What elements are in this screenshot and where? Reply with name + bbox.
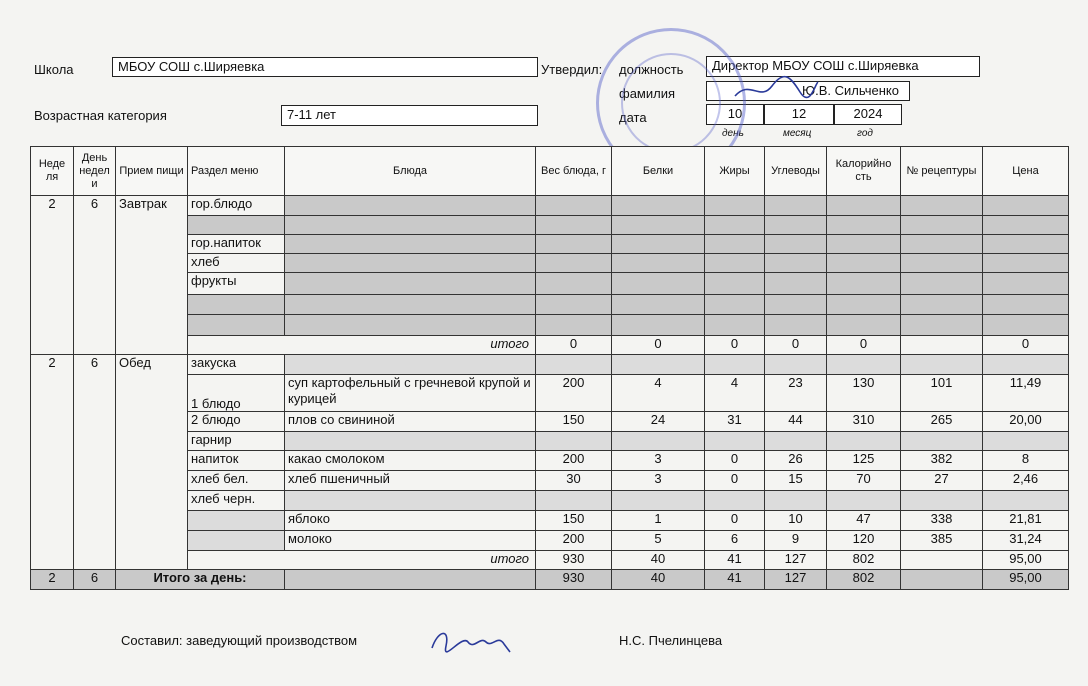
total-price: 0 — [983, 336, 1069, 355]
col-header: Неде ля — [31, 147, 74, 196]
section-cell: гор.блюдо — [188, 196, 285, 216]
week-cell: 2 — [31, 355, 74, 570]
protein-cell: 3 — [612, 471, 705, 491]
recipe-cell: 265 — [901, 412, 983, 432]
section-cell: 1 блюдо — [188, 375, 285, 412]
col-header: Жиры — [705, 147, 765, 196]
total-label: итого — [188, 551, 536, 570]
table-header-row — [31, 147, 1069, 196]
section-cell: гор.напиток — [188, 235, 285, 254]
section-cell: закуска — [188, 355, 285, 375]
protein-cell: 24 — [612, 412, 705, 432]
protein-cell: 3 — [612, 451, 705, 471]
table-row — [31, 355, 1069, 375]
date-day-field[interactable]: 10 — [706, 104, 764, 125]
price-cell: 31,24 — [983, 531, 1069, 551]
kcal-cell: 310 — [827, 412, 901, 432]
day-cell: 6 — [74, 355, 116, 570]
week-cell: 2 — [31, 196, 74, 355]
carbs-cell: 26 — [765, 451, 827, 471]
col-header: Вес блюда, г — [536, 147, 612, 196]
section-cell — [188, 216, 285, 235]
col-header: Прием пищи — [116, 147, 188, 196]
day-total-kcal: 802 — [827, 570, 901, 590]
col-header: № рецептуры — [901, 147, 983, 196]
price-cell: 2,46 — [983, 471, 1069, 491]
total-protein: 40 — [612, 551, 705, 570]
day-cell: 6 — [74, 196, 116, 355]
day-cell: 6 — [74, 570, 116, 590]
dish-cell: плов со свининой — [285, 412, 536, 432]
weight-cell: 150 — [536, 412, 612, 432]
carbs-cell: 44 — [765, 412, 827, 432]
dish-cell: суп картофельный с гречневой крупой и курицей — [285, 375, 536, 412]
recipe-cell: 27 — [901, 471, 983, 491]
recipe-cell: 382 — [901, 451, 983, 471]
compiler-signature — [428, 622, 518, 656]
kcal-cell: 47 — [827, 511, 901, 531]
carbs-cell: 15 — [765, 471, 827, 491]
col-header: День недел и — [74, 147, 116, 196]
date-month-field[interactable]: 12 — [764, 104, 834, 125]
day-total-weight: 930 — [536, 570, 612, 590]
carbs-cell: 23 — [765, 375, 827, 412]
col-header: Блюда — [285, 147, 536, 196]
kcal-cell: 130 — [827, 375, 901, 412]
weight-cell: 30 — [536, 471, 612, 491]
age-category-label: Возрастная категория — [34, 108, 167, 123]
carbs-cell: 9 — [765, 531, 827, 551]
total-carbs: 0 — [765, 336, 827, 355]
compiled-by-label: Составил: заведующий производством — [121, 633, 358, 648]
compiled-by-name: Н.С. Пчелинцева — [619, 633, 723, 648]
section-cell: хлеб черн. — [188, 491, 285, 511]
surname-field[interactable]: Ю.В. Сильченко — [706, 81, 910, 101]
section-cell: фрукты — [188, 273, 285, 295]
date-year-field[interactable]: 2024 — [834, 104, 902, 125]
total-price: 95,00 — [983, 551, 1069, 570]
month-caption: месяц — [783, 128, 812, 139]
recipe-cell: 101 — [901, 375, 983, 412]
dish-cell: какао смолоком — [285, 451, 536, 471]
menu-table — [30, 146, 1069, 590]
weight-cell: 200 — [536, 451, 612, 471]
col-header: Раздел меню — [188, 147, 285, 196]
total-fat: 41 — [705, 551, 765, 570]
fat-cell: 0 — [705, 511, 765, 531]
day-total-protein: 40 — [612, 570, 705, 590]
protein-cell: 5 — [612, 531, 705, 551]
day-total-row — [31, 570, 1069, 590]
price-cell: 8 — [983, 451, 1069, 471]
section-cell: 2 блюдо — [188, 412, 285, 432]
day-total-label: Итого за день: — [116, 570, 285, 590]
date-label: дата — [619, 110, 647, 125]
col-header: Углеводы — [765, 147, 827, 196]
col-header: Калорийно сть — [827, 147, 901, 196]
section-cell — [188, 315, 285, 336]
total-weight: 0 — [536, 336, 612, 355]
school-label: Школа — [34, 62, 74, 77]
fat-cell: 31 — [705, 412, 765, 432]
weight-cell: 200 — [536, 531, 612, 551]
section-cell: хлеб — [188, 254, 285, 273]
protein-cell: 4 — [612, 375, 705, 412]
position-field[interactable]: Директор МБОУ СОШ с.Ширяевка — [706, 56, 980, 77]
section-cell: гарнир — [188, 432, 285, 451]
fat-cell: 0 — [705, 451, 765, 471]
position-label: должность — [619, 62, 684, 77]
dish-cell: молоко — [285, 531, 536, 551]
kcal-cell: 125 — [827, 451, 901, 471]
meal-cell: Завтрак — [116, 196, 188, 355]
total-kcal: 802 — [827, 551, 901, 570]
section-cell — [188, 295, 285, 315]
section-cell: напиток — [188, 451, 285, 471]
day-total-carbs: 127 — [765, 570, 827, 590]
section-cell — [188, 511, 285, 531]
school-field[interactable]: МБОУ СОШ с.Ширяевка — [112, 57, 538, 77]
day-total-price: 95,00 — [983, 570, 1069, 590]
section-cell: хлеб бел. — [188, 471, 285, 491]
price-cell: 20,00 — [983, 412, 1069, 432]
section-cell — [188, 531, 285, 551]
day-caption: день — [722, 128, 744, 139]
age-category-field[interactable]: 7-11 лет — [281, 105, 538, 126]
surname-label: фамилия — [619, 86, 676, 101]
protein-cell: 1 — [612, 511, 705, 531]
col-header: Цена — [983, 147, 1069, 196]
total-carbs: 127 — [765, 551, 827, 570]
table-row — [31, 196, 1069, 216]
meal-cell: Обед — [116, 355, 188, 570]
weight-cell: 200 — [536, 375, 612, 412]
fat-cell: 0 — [705, 471, 765, 491]
price-cell: 11,49 — [983, 375, 1069, 412]
price-cell: 21,81 — [983, 511, 1069, 531]
dish-cell: яблоко — [285, 511, 536, 531]
carbs-cell: 10 — [765, 511, 827, 531]
fat-cell: 6 — [705, 531, 765, 551]
dish-cell: хлеб пшеничный — [285, 471, 536, 491]
total-fat: 0 — [705, 336, 765, 355]
day-total-fat: 41 — [705, 570, 765, 590]
director-signature — [730, 74, 820, 104]
total-label: итого — [188, 336, 536, 355]
recipe-cell: 385 — [901, 531, 983, 551]
week-cell: 2 — [31, 570, 74, 590]
total-protein: 0 — [612, 336, 705, 355]
col-header: Белки — [612, 147, 705, 196]
total-weight: 930 — [536, 551, 612, 570]
fat-cell: 4 — [705, 375, 765, 412]
total-kcal: 0 — [827, 336, 901, 355]
year-caption: год — [857, 128, 873, 139]
recipe-cell: 338 — [901, 511, 983, 531]
approved-label: Утвердил: — [541, 62, 603, 77]
kcal-cell: 70 — [827, 471, 901, 491]
weight-cell: 150 — [536, 511, 612, 531]
kcal-cell: 120 — [827, 531, 901, 551]
